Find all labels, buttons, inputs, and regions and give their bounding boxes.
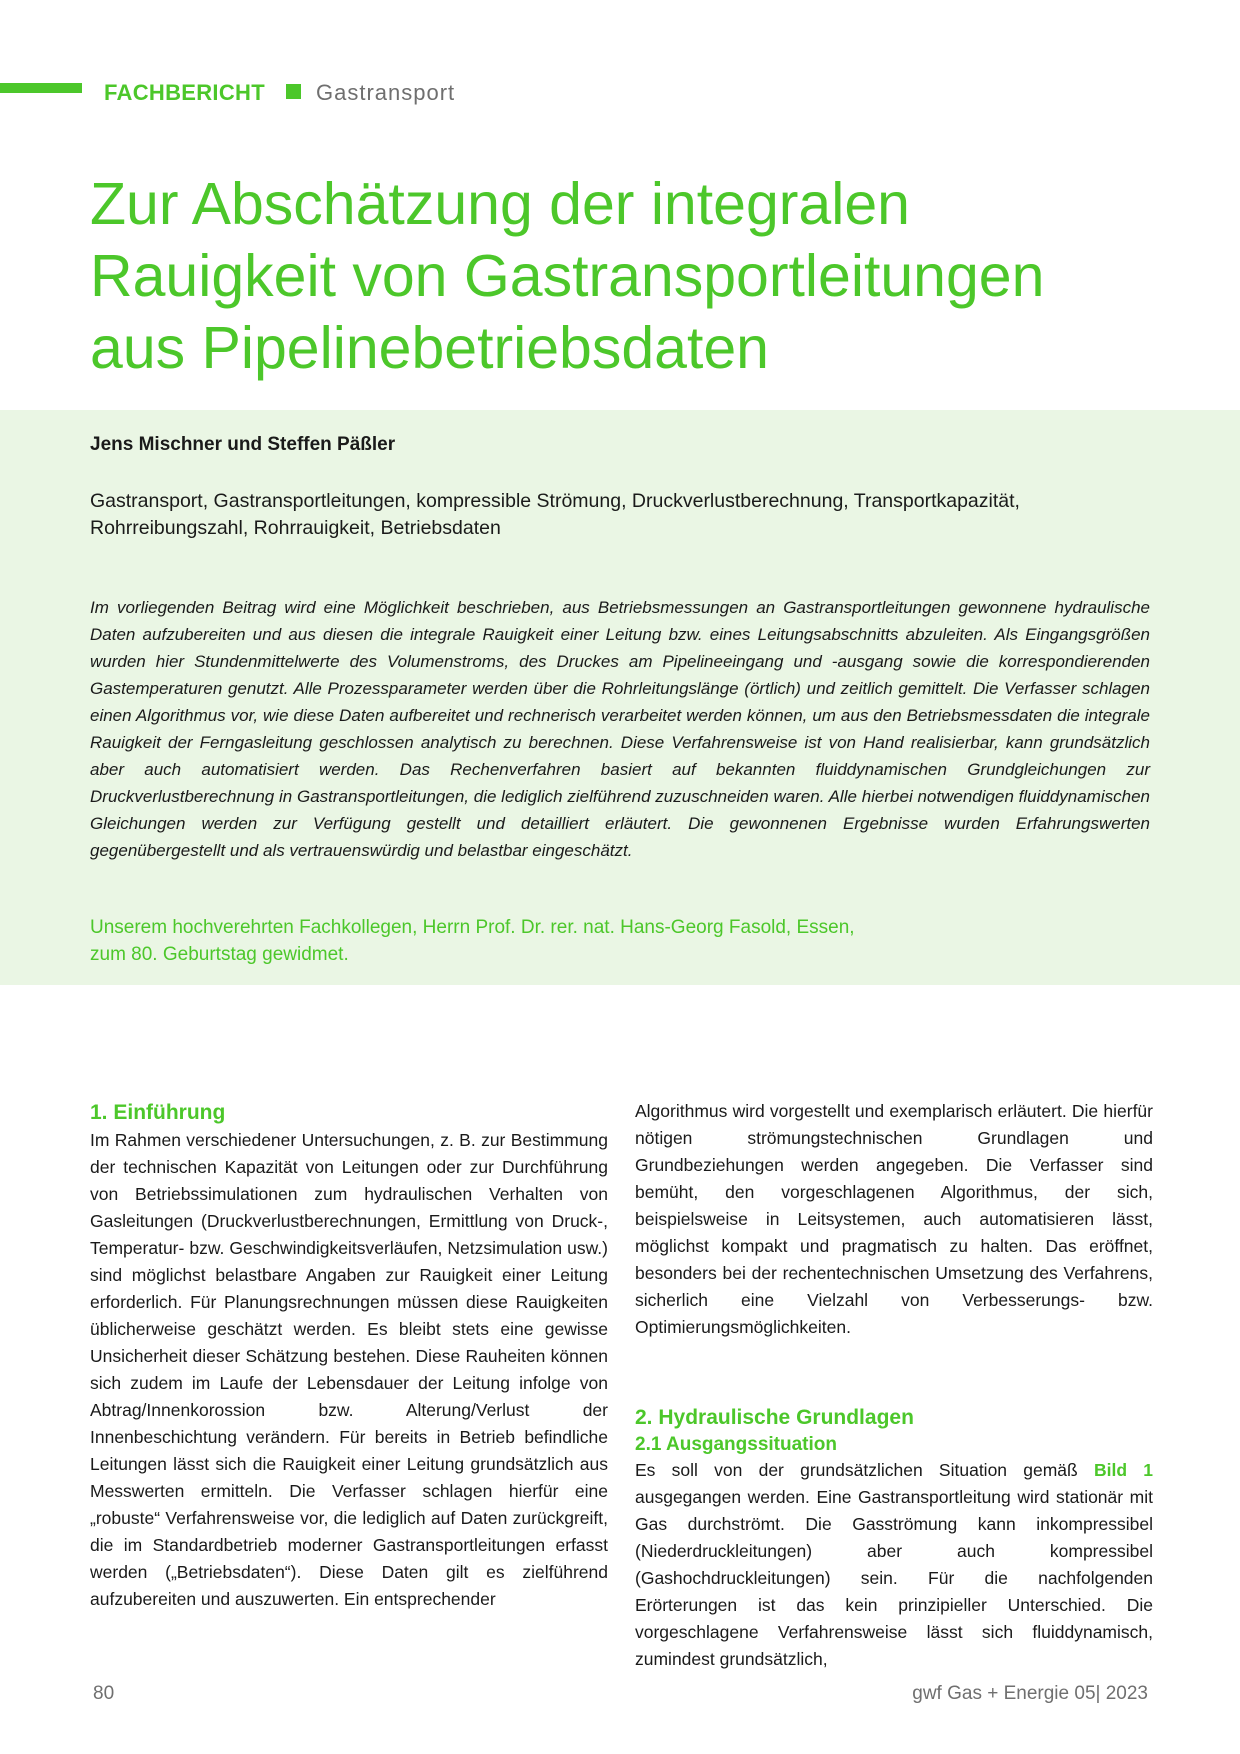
body-paragraph: Algorithmus wird vorgestellt und exemplarisch erläutert. Die hierfür nötigen strömungstechnischen Grundlagen und Grundbeziehungen werden angegeben. Die Verfasser sind bemüht, den vorgeschlagenen Algorithmus, der sich, beispielsweise in Leitsystemen, auch automatisieren lässt, möglichst kompakt und pragmatisch zu halten. Das eröffnet, besonders bei der rechentechnischen Umsetzung des Verfahrens, sicherlich eine Vielzahl von Verbesserungs- bzw. Optimierungsmöglichkeiten. <box>635 1101 1153 1337</box>
header-separator-square <box>286 84 301 99</box>
article-title <box>90 168 1210 384</box>
body-text: ausgegangen werden. Eine Gastransportleitung wird stationär mit Gas durchströmt. Die Gasströmung kann inkompressibel (Niederdruckleitungen) aber auch kompressibel (Gashochdruckleitungen) sein. Für die nachfolgenden Erörterungen ist das kein prinzipieller Unterschied. Die vorgeschlagene Verfahrensweise lässt sich fluiddynamisch, zumindest grundsätzlich, <box>635 1487 1153 1669</box>
section-heading-introduction: 1. Einführung <box>90 1101 226 1124</box>
title-line: aus Pipelinebetriebsdaten <box>90 315 769 381</box>
section-heading-hydraulics: 2. Hydraulische Grundlagen <box>635 1406 914 1429</box>
abstract: Im vorliegenden Beitrag wird eine Möglichkeit beschrieben, aus Betriebsmessungen an Gastransportleitungen gewonnene hydraulische Daten aufzubereiten und aus diesen die integrale Rauigkeit einer Leitung bzw. eines Leitungsabschnitts abzuleiten. Als Eingangsgrößen wurden hier Stundenmittelwerte des Volumenstroms, des Druckes am Pipelineeingang und -ausgang sowie die korrespondierenden Gastemperaturen genutzt. Alle Prozessparameter werden über die Rohrleitungslänge (örtlich) und zeitlich gemittelt. Die Verfasser schlagen einen Algorithmus vor, wie diese Daten aufbereitet und rechnerisch verarbeitet werden können, um aus den Betriebsmessdaten die integrale Rauigkeit der Ferngasleitung geschlossen analytisch zu berechnen. Diese Verfahrensweise ist von Hand realisierbar, kann grundsätzlich aber auch automatisiert werden. Das Rechenverfahren basiert auf bekannten fluiddynamischen Grundgleichungen zur Druckverlustberechnung in Gastransportleitungen, die lediglich zielführend zuzuschneiden waren. Alle hierbei notwendigen fluiddynamischen Gleichungen werden zur Verfügung gestellt und detailliert erläutert. Die gewonnenen Ergebnisse wurden Erfahrungswerten gegenübergestellt und als vertrauenswürdig und belastbar eingeschätzt. <box>90 598 1150 860</box>
dedication <box>90 914 1170 968</box>
journal-name: gwf Gas + Energie 05| 2023 <box>912 1683 1148 1704</box>
figure-reference-link[interactable]: Bild 1 <box>1093 1460 1153 1480</box>
body-paragraph: Im Rahmen verschiedener Untersuchungen, z. B. zur Bestimmung der technischen Kapazität von Leitungen oder zur Durchführung von Betriebssimulationen zum hydraulischen Verhalten von Gasleitungen (Druckverlustberechnungen, Ermittlung von Druck-, Temperatur- bzw. Geschwindigkeitsverläufen, Netzsimulation usw.) sind möglichst belastbare Angaben zur Rauigkeit einer Leitung erforderlich. Für Planungsrechnungen müssen diese Rauigkeiten üblicherweise geschätzt werden. Es bleibt stets eine gewisse Unsicherheit dieser Schätzung bestehen. Diese Rauheiten können sich zudem im Laufe der Lebensdauer der Leitung infolge von Abtrag/Innenkorossion bzw. Alterung/Verlust der Innenbeschichtung verändern. Für bereits in Betrieb befindliche Leitungen lässt sich die Rauigkeit einer Leitung grundsätzlich aus Messwerten ermitteln. Die Verfasser schlagen hierfür eine „robuste“ Verfahrensweise vor, die lediglich auf Daten zurückgreift, die im Standardbetrieb moderner Gastransportleitungen erfasst werden („Betriebsdaten“). Diese Daten gilt es zielführend aufzubereiten und auszuwerten. Ein entsprechender <box>90 1130 608 1609</box>
header-accent-bar <box>0 83 82 93</box>
category-label: Gastransport <box>316 80 456 105</box>
keywords: Gastransport, Gastransportleitungen, kompressible Strömung, Druckverlustberechnung, Transportkapazität, Rohrreibungszahl, Rohrrauigkeit, Betriebsdaten <box>90 490 1020 539</box>
body-paragraph <box>635 1457 1153 1673</box>
body-text: Es soll von der grundsätzlichen Situation gemäß <box>635 1460 1094 1480</box>
subsection-heading: 2.1 Ausgangssituation <box>635 1434 837 1455</box>
title-line: Rauigkeit von Gastransportleitungen <box>90 243 1045 309</box>
column-left <box>90 1098 608 1613</box>
page-number: 80 <box>93 1683 115 1704</box>
dedication-line: Unserem hochverehrten Fachkollegen, Herrn Prof. Dr. rer. nat. Hans-Georg Fasold, Essen, <box>90 917 855 938</box>
title-line: Zur Abschätzung der integralen <box>90 171 910 237</box>
section-label: FACHBERICHT <box>104 80 265 105</box>
column-right <box>635 1098 1153 1673</box>
dedication-line: zum 80. Geburtstag gewidmet. <box>90 944 349 965</box>
authors: Jens Mischner und Steffen Päßler <box>90 434 396 455</box>
